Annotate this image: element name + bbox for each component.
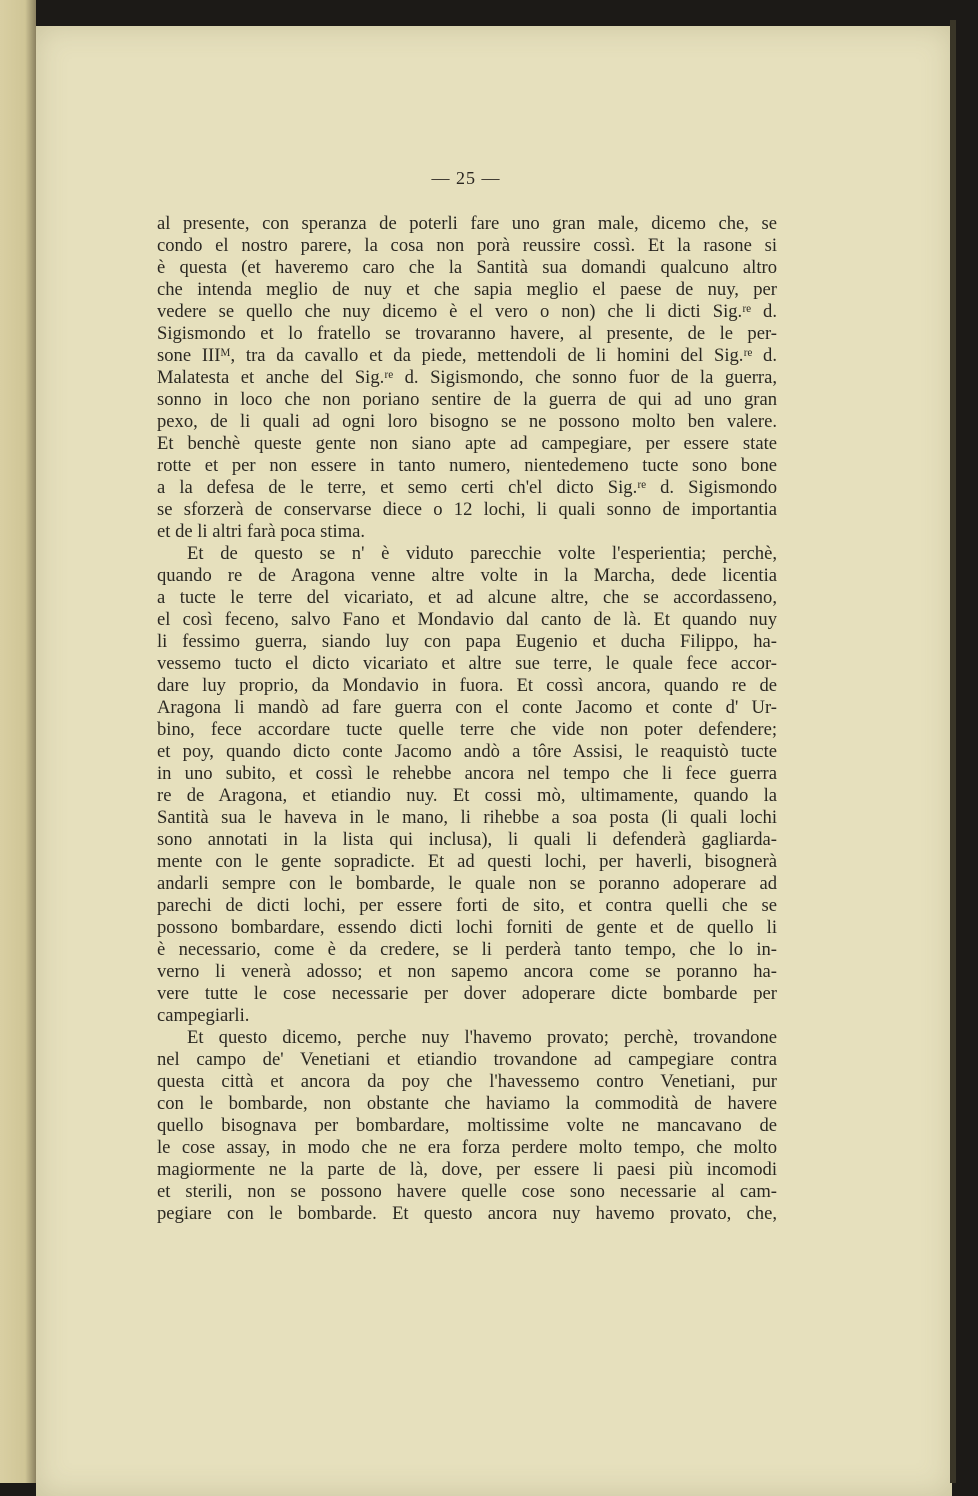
text-line: Malatesta et anche del Sig.ʳᵉ d. Sigismondo, che sonno fuor de la guerra,	[157, 367, 777, 388]
text-line: Et questo dicemo, perche nuy l'havemo provato; perchè, trovandone	[187, 1027, 777, 1048]
text-line: sono annotati in la lista qui inclusa), li quali li defenderà gagliarda-	[157, 829, 777, 850]
text-line: et poy, quando dicto conte Jacomo andò a tôre Assisi, le reaquistò tucte	[157, 741, 777, 762]
paragraph	[157, 1027, 777, 1225]
text-line: li fessimo guerra, siando luy con papa Eugenio et ducha Filippo, ha-	[157, 631, 777, 652]
page-number: — 25 —	[431, 168, 501, 188]
paragraph	[157, 213, 777, 543]
text-line: nel campo de' Venetiani et etiandio trovandone ad campegiare contra	[157, 1049, 777, 1070]
text-line: pexo, de li quali ad ogni loro bisogno se ne possono molto ben valere.	[157, 411, 777, 432]
text-line: pegiare con le bombarde. Et questo ancora nuy havemo provato, che,	[157, 1203, 777, 1224]
text-line: possono bombardare, essendo dicti lochi forniti de gente et de quello li	[157, 917, 777, 938]
text-line: andarli sempre con le bombarde, le quale non se poranno adoperare ad	[157, 873, 777, 894]
text-line: quando re de Aragona venne altre volte in la Marcha, dede licentia	[157, 565, 777, 586]
text-line: Et de questo se n' è viduto parecchie volte l'esperientia; perchè,	[187, 543, 777, 564]
text-line: sonno in loco che non poriano sentire de la guerra de qui ad uno gran	[157, 389, 777, 410]
text-line: che intenda meglio de nuy et che sapia meglio el paese de nuy, per	[157, 279, 777, 300]
text-line: Santità sua le haveva in le mano, li rihebbe a soa posta (li quali lochi	[157, 807, 777, 828]
text-line: condo el nostro parere, la cosa non porà reussire cossì. Et la rasone si	[157, 235, 777, 256]
text-line: in uno subito, et cossì le rehebbe ancora nel tempo che li fece guerra	[157, 763, 777, 784]
text-line: è questa (et haveremo caro che la Santità sua domandi qualcuno altro	[157, 257, 777, 278]
body-text	[157, 213, 777, 1225]
text-line: dare luy proprio, da Mondavio in fuora. Et cossì ancora, quando re de	[157, 675, 777, 696]
text-line: quello bisognava per bombardare, moltissime volte ne mancavano de	[157, 1115, 777, 1136]
text-line: vere tutte le cose necessarie per dover adoperare dicte bombarde per	[157, 983, 777, 1004]
text-line: sone IIIᴹ, tra da cavallo et da piede, mettendoli de li homini del Sig.ʳᵉ d.	[157, 345, 777, 366]
text-line: mente con le gente sopradicte. Et ad questi lochi, per haverli, bisognerà	[157, 851, 777, 872]
text-line: et de li altri farà poca stima.	[157, 521, 366, 542]
text-line: magiormente ne la parte de là, dove, per essere li paesi più incomodi	[157, 1159, 777, 1180]
page-binding-edge	[950, 20, 956, 1483]
text-line: con le bombarde, non obstante che haviamo la commodità de havere	[157, 1093, 777, 1114]
text-line: a tucte le terre del vicariato, et ad alcune altre, che se accordasseno,	[157, 587, 777, 608]
text-line: Et benchè queste gente non siano apte ad campegiare, per essere state	[157, 433, 777, 454]
text-line: se sforzerà de conservarse diece o 12 lochi, li quali sonno de importantia	[157, 499, 777, 520]
text-line: vedere se quello che nuy dicemo è el vero o non) che li dicti Sig.ʳᵉ d.	[157, 301, 777, 322]
text-line: a la defesa de le terre, et semo certi ch'el dicto Sig.ʳᵉ d. Sigismondo	[157, 477, 777, 498]
text-line: Aragona li mandò ad fare guerra con el conte Jacomo et conte d' Ur-	[157, 697, 777, 718]
text-line: el così feceno, salvo Fano et Mondavio dal canto de là. Et quando nuy	[157, 609, 777, 630]
text-line: vessemo tucto el dicto vicariato et altre sue terre, le quale fece accor-	[157, 653, 777, 674]
text-line: questa città et ancora da poy che l'havessemo contro Venetiani, pur	[157, 1071, 777, 1092]
text-line: parechi de dicti lochi, per essere forti de sito, et contra quelli che se	[157, 895, 777, 916]
text-line: verno li venerà adosso; et non sapemo ancora come se poranno ha-	[157, 961, 777, 982]
adjacent-page-edge	[0, 0, 36, 1483]
text-line: re de Aragona, et etiandio nuy. Et cossi mò, ultimamente, quando la	[157, 785, 777, 806]
text-line: campegiarli.	[157, 1005, 250, 1026]
text-line: bino, fece accordare tucte quelle terre che vide non poter defendere;	[157, 719, 777, 740]
paragraph	[157, 543, 777, 1027]
text-line: è necessario, come è da credere, se li perderà tanto tempo, che lo in-	[157, 939, 777, 960]
text-line: et sterili, non se possono havere quelle cose sono necessarie al cam-	[157, 1181, 777, 1202]
text-line: rotte et per non essere in tanto numero, nientedemeno tucte sono bone	[157, 455, 777, 476]
text-line: al presente, con speranza de poterli fare uno gran male, dicemo che, se	[157, 213, 777, 234]
text-line: Sigismondo et lo fratello se trovaranno havere, al presente, de le per-	[157, 323, 777, 344]
text-line: le cose assay, in modo che ne era forza perdere molto tempo, che molto	[157, 1137, 777, 1158]
